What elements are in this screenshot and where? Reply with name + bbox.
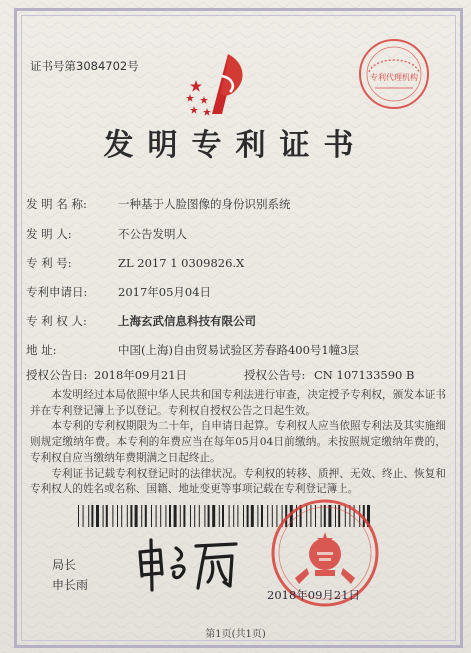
grant-date-label: 授权公告日: (26, 368, 88, 382)
director-block (52, 555, 88, 595)
patent-number-value: ZL 2017 1 0309826.X (118, 256, 245, 270)
address-value: 中国(上海)自由贸易试验区芳春路400号1幢3层 (118, 343, 360, 357)
inventor-label: 发 明 人: (26, 227, 72, 241)
filing-date-value: 2017年05月04日 (118, 285, 212, 299)
page-number: 第1页(共1页) (205, 629, 266, 640)
body-paragraph-1: 本发明经过本局依照中华人民共和国专利法进行审查，决定授予专利权，颁发本证书并在专利登记簿上予以登记。专利权自授权公告之日起生效。 (30, 389, 446, 417)
agency-stamp-top (355, 36, 433, 112)
director-signature (132, 532, 242, 596)
director-title: 局长 (52, 558, 77, 572)
patentee-label: 专 利 权 人: (26, 314, 87, 328)
certificate-title: 发明专利证书 (103, 128, 368, 163)
invention-name-label: 发 明 名 称: (26, 197, 87, 211)
address-row (26, 342, 359, 358)
patent-number-row (26, 255, 244, 271)
director-name: 申长雨 (52, 578, 89, 592)
grant-date-value: 2018年09月21日 (94, 368, 188, 382)
grant-number-label: 授权公告号: (244, 368, 306, 382)
inventor-row (26, 226, 187, 242)
address-label: 地 址: (26, 343, 57, 357)
patentee-row (26, 313, 256, 329)
invention-name-value: 一种基于人脸图像的身份识别系统 (118, 197, 291, 211)
inventor-value: 不公告发明人 (118, 227, 187, 241)
agency-stamp-text: 专利代理机构 (370, 73, 418, 82)
grant-info-row (26, 367, 414, 383)
seal-date: 2018年09月21日 (267, 588, 361, 602)
certificate-number: 证书号第3084702号 (30, 59, 139, 73)
body-paragraph-2: 本专利的专利权期限为二十年，自申请日起算。专利权人应当依照专利法及其实施细则规定缴纳年费。本专利的年费应当在每年05月04日前缴纳。未按照规定缴纳年费的，专利权自应当缴纳年费期满之日起终止。 (30, 420, 446, 464)
grant-number-value: CN 107133590 B (314, 368, 415, 382)
patentee-value: 上海玄武信息科技有限公司 (118, 314, 256, 328)
body-paragraph-3: 专利证书记载专利权登记时的法律状况。专利权的转移、质押、无效、终止、恢复和专利权人的姓名或名称、国籍、地址变更等事项记载在专利登记簿上。 (30, 467, 446, 496)
patent-number-label: 专 利 号: (26, 256, 72, 270)
certificate-body-text (30, 388, 446, 498)
patent-office-emblem-icon (182, 52, 252, 118)
invention-name-row (26, 196, 291, 212)
filing-date-label: 专利申请日: (26, 285, 88, 299)
filing-date-row (26, 284, 211, 300)
